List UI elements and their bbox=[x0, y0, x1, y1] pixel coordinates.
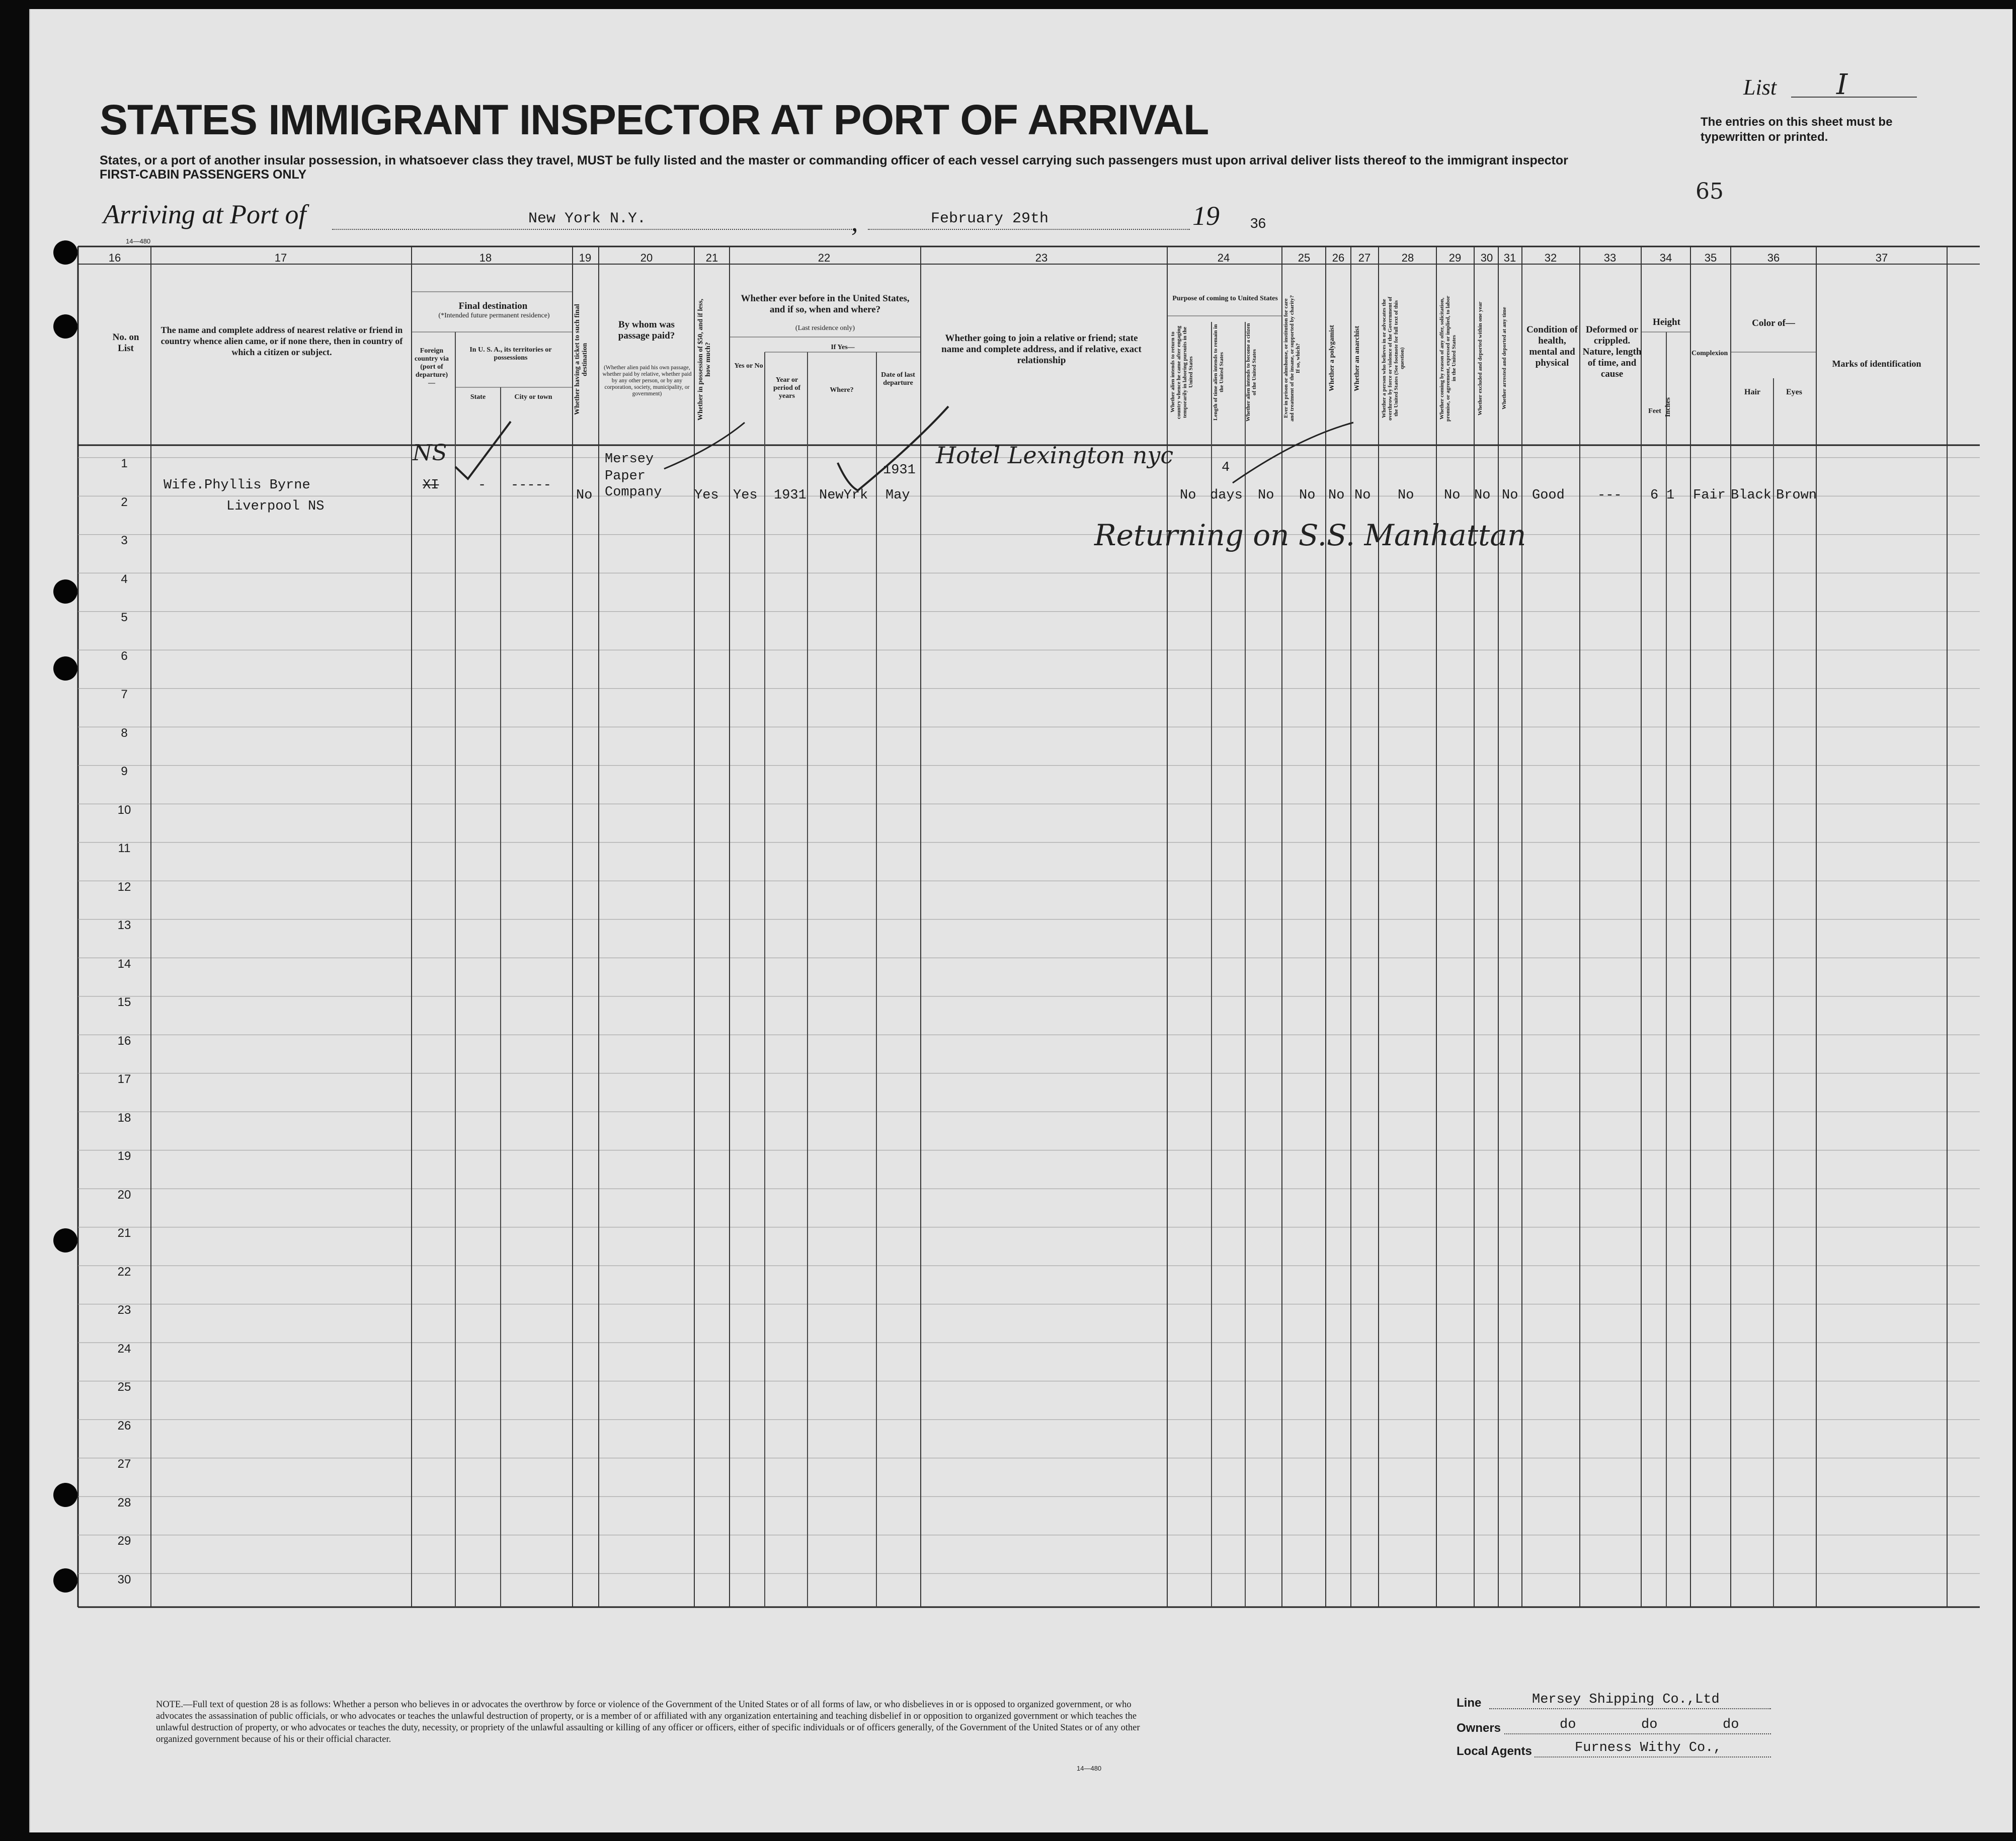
row-number: 27 bbox=[117, 1457, 131, 1471]
row-number: 12 bbox=[117, 880, 131, 894]
agents-label: Local Agents bbox=[1457, 1744, 1532, 1758]
column-number: 27 bbox=[1358, 252, 1371, 264]
row-number: 10 bbox=[117, 803, 131, 817]
entry-state: - bbox=[478, 478, 487, 493]
annotation-handwritten: Returning on S.S. Manhattan bbox=[1094, 518, 1526, 552]
row-number: 6 bbox=[121, 649, 128, 663]
entry-paid-line1: Mersey bbox=[605, 452, 654, 467]
header-yes-no: Yes or No bbox=[734, 362, 763, 370]
header-purpose-a: Whether alien intends to return to country whence he came after engaging temporarily in laboring pursuits in the United States bbox=[1170, 325, 1194, 419]
header-by-whom: By whom was passage paid? bbox=[618, 319, 675, 341]
entry-feet: 6 bbox=[1650, 488, 1659, 503]
column-number: 22 bbox=[818, 252, 831, 264]
form-code-bottom: 14—480 bbox=[1077, 1765, 1102, 1772]
header-c29: Whether coming by reason of any offer, solicitation, promise, or agreement, expressed or implied, to labor in the United States bbox=[1439, 295, 1457, 422]
header-deformed: Deformed or crippled. Nature, length of time, and cause bbox=[1582, 324, 1642, 379]
line-value: Mersey Shipping Co.,Ltd bbox=[1532, 1692, 1720, 1707]
line-underline bbox=[1489, 1708, 1771, 1709]
entry-paid-line2: Paper bbox=[605, 469, 646, 484]
column-number: 23 bbox=[1035, 252, 1048, 264]
check-mark bbox=[838, 406, 948, 490]
header-city: City or town bbox=[514, 393, 552, 401]
column-number: 18 bbox=[479, 252, 492, 264]
header-c30: Whether excluded and deported within one year bbox=[1477, 301, 1483, 415]
entry-foreign-country-typed: XI bbox=[423, 478, 439, 493]
typewritten-instruction: The entries on this sheet must be typewritten or printed. bbox=[1701, 115, 1893, 144]
comma: , bbox=[851, 207, 858, 237]
check-mark bbox=[664, 423, 745, 469]
row-number: 9 bbox=[121, 765, 128, 778]
entry-possession: Yes bbox=[694, 488, 719, 503]
entry-foreign-country-handwritten: NS bbox=[413, 440, 447, 466]
row-number: 14 bbox=[117, 957, 131, 971]
column-number: 29 bbox=[1448, 252, 1462, 264]
column-number: 37 bbox=[1875, 252, 1888, 264]
entry-health: Good bbox=[1532, 488, 1565, 503]
entry-ticket: No bbox=[576, 488, 593, 503]
check-mark bbox=[1233, 423, 1353, 483]
column-number: 21 bbox=[705, 252, 718, 264]
entry-c30: No bbox=[1474, 488, 1491, 503]
row-number: 19 bbox=[117, 1149, 131, 1163]
header-hair: Hair bbox=[1744, 388, 1760, 396]
entry-c25: No bbox=[1299, 488, 1316, 503]
list-label: List bbox=[1743, 75, 1777, 100]
entry-purpose-a: No bbox=[1180, 488, 1196, 503]
row-number: 5 bbox=[121, 611, 128, 624]
header-before: Whether ever before in the United States, and if so, when and where? bbox=[741, 293, 910, 315]
line-label: Line bbox=[1457, 1696, 1482, 1710]
entry-c28: No bbox=[1398, 488, 1414, 503]
column-number: 20 bbox=[640, 252, 653, 264]
date-value: February 29th bbox=[931, 210, 1049, 227]
column-number: 31 bbox=[1503, 252, 1516, 264]
row-number: 3 bbox=[121, 534, 128, 547]
header-final-destination-note: (*Intended future permanent residence) bbox=[438, 312, 550, 319]
header-eyes: Eyes bbox=[1786, 388, 1802, 396]
row-number: 28 bbox=[117, 1495, 131, 1510]
entry-join-handwritten: Hotel Lexington nyc bbox=[936, 442, 1174, 469]
header-state: State bbox=[470, 393, 486, 401]
header-marks: Marks of identification bbox=[1832, 359, 1921, 369]
column-number: 25 bbox=[1298, 252, 1311, 264]
header-by-whom-note: (Whether alien paid his own passage, whether paid by relative, whether paid by any other person, or by any corporation, society, municipality, or government) bbox=[602, 365, 692, 397]
header-c31: Whether arrested and deported at any time bbox=[1501, 307, 1507, 410]
entry-complexion: Fair bbox=[1693, 488, 1726, 503]
owners-label: Owners bbox=[1457, 1721, 1501, 1735]
row-number: 25 bbox=[117, 1380, 131, 1394]
agents-underline bbox=[1535, 1756, 1771, 1758]
entry-purpose-c: No bbox=[1258, 488, 1274, 503]
header-in-usa: In U. S. A., its territories or possessions bbox=[469, 346, 552, 362]
entry-hair: Black bbox=[1731, 488, 1772, 503]
entry-c29: No bbox=[1444, 488, 1461, 503]
entry-purpose-b: days bbox=[1210, 488, 1243, 503]
list-value: I bbox=[1836, 68, 1848, 101]
column-number: 24 bbox=[1217, 252, 1230, 264]
owners-value: do do do bbox=[1560, 1717, 1739, 1732]
header-relative: The name and complete address of nearest relative or friend in country whence alien came, or if none there, then in country of which a citizen or subject. bbox=[160, 325, 403, 357]
header-no-on-list: No. on List bbox=[112, 332, 139, 354]
header-possession: Whether in possession of $50, and if less, how much? bbox=[697, 298, 712, 421]
header-year-period: Year or period of years bbox=[773, 376, 801, 400]
header-before-note: (Last residence only) bbox=[795, 324, 855, 332]
row-number: 13 bbox=[117, 918, 131, 932]
header-c27: Whether an anarchist bbox=[1353, 325, 1361, 391]
header-final-destination: Final destination bbox=[458, 301, 528, 311]
entry-before-yes: Yes bbox=[733, 488, 758, 503]
row-number: 23 bbox=[117, 1303, 131, 1317]
check-mark bbox=[455, 422, 511, 479]
header-where: Where? bbox=[830, 386, 854, 394]
row-number: 16 bbox=[117, 1034, 131, 1048]
entry-city: ----- bbox=[511, 478, 552, 493]
column-number: 17 bbox=[274, 252, 287, 264]
row-number: 26 bbox=[117, 1418, 131, 1433]
footnote-question-28: NOTE.—Full text of question 28 is as follows: Whether a person who believes in or advocates the overthrow by force or violence of the Government of the United States or of all forms of law, or who disbelieves in or is opposed to organized government, or who advocates the assassination of public officials, or who advocates or teaches the unlawful destruction of property, or is a member of or affiliated with any organization entertaining and teaching disbelief in or opposition to organized government or which teaches the unlawful destruction of property, or who advocates or teaches the duty, necessity, or propriety of the unlawful assaulting or killing of any officer or officers, either of specific individuals or of officers generally, of the Government of the United States or of any other organized government because of his or their official character. bbox=[156, 1700, 1140, 1744]
row-number: 18 bbox=[117, 1111, 131, 1125]
header-purpose-b: Length of time alien intends to remain in the United States bbox=[1213, 324, 1225, 421]
entry-c31: No bbox=[1502, 488, 1518, 503]
row-number: 8 bbox=[121, 726, 128, 740]
header-purpose: Purpose of coming to United States bbox=[1172, 295, 1278, 302]
entry-paid-line3: Company bbox=[605, 485, 662, 500]
page-number: 65 bbox=[1696, 179, 1724, 204]
entry-c26: No bbox=[1328, 488, 1345, 503]
agents-value: Furness Withy Co., bbox=[1575, 1740, 1722, 1755]
form-code-top: 14—480 bbox=[126, 237, 151, 245]
header-ticket: Whether having a ticket to such final destination bbox=[574, 304, 589, 415]
column-number: 35 bbox=[1704, 252, 1717, 264]
entry-relative-line1: Wife.Phyllis Byrne bbox=[164, 478, 310, 493]
row-number: 2 bbox=[121, 495, 128, 509]
entry-inches: 1 bbox=[1666, 488, 1675, 503]
column-number: 30 bbox=[1480, 252, 1493, 264]
header-c25: Ever in prison or almshouse, or institution for care and treatment of the insane, or supported by charity? If so, which? bbox=[1283, 295, 1301, 422]
row-number: 7 bbox=[121, 688, 128, 701]
arriving-label: Arriving at Port of bbox=[103, 199, 306, 229]
row-number: 11 bbox=[118, 842, 131, 855]
owners-underline bbox=[1504, 1733, 1771, 1734]
column-number: 33 bbox=[1603, 252, 1617, 264]
header-c26: Whether a polygamist bbox=[1328, 325, 1336, 392]
row-number: 24 bbox=[117, 1342, 131, 1356]
form-subtitle: States, or a port of another insular possession, in whatsoever class they travel, MUST be fully listed and the master or commanding officer of each vessel carrying such passengers must upon arrival deliver lists thereof to the immigrant inspector bbox=[100, 153, 1568, 168]
entry-deformed: --- bbox=[1597, 488, 1622, 503]
row-number: 29 bbox=[117, 1534, 131, 1548]
entry-before-year: 1931 bbox=[774, 488, 807, 503]
column-number: 28 bbox=[1401, 252, 1414, 264]
header-feet: Feet bbox=[1648, 407, 1661, 415]
header-date-departure: Date of last departure bbox=[881, 371, 915, 387]
column-number: 36 bbox=[1767, 252, 1780, 264]
row-number: 4 bbox=[121, 572, 128, 586]
entry-purpose-b-num: 4 bbox=[1222, 460, 1230, 475]
header-inches: Inches bbox=[1664, 397, 1672, 417]
entry-eyes: Brown bbox=[1776, 488, 1817, 503]
port-value: New York N.Y. bbox=[528, 210, 647, 227]
column-number: 32 bbox=[1544, 252, 1557, 264]
header-condition: Condition of health, mental and physical bbox=[1526, 324, 1578, 368]
header-c28: Whether a person who believes in or advocates the overthrow by force or violence of the Government of the United States (See footnote for full text of this question) bbox=[1381, 296, 1405, 421]
row-number: 22 bbox=[117, 1265, 131, 1279]
header-if-yes: If Yes— bbox=[831, 344, 855, 351]
entry-departure-month: May bbox=[885, 488, 910, 503]
form-title: STATES IMMIGRANT INSPECTOR AT PORT OF ARRIVAL bbox=[100, 96, 1209, 143]
column-number: 16 bbox=[108, 252, 121, 264]
header-join-relative: Whether going to join a relative or friend; state name and complete address, and if relative, exact relationship bbox=[941, 333, 1142, 366]
header-purpose-c: Whether alien intends to become a citizen of the United States bbox=[1245, 323, 1257, 422]
entry-before-where: NewYrk bbox=[819, 488, 868, 503]
header-complexion: Complexion bbox=[1691, 350, 1728, 357]
row-number: 1 bbox=[121, 457, 128, 470]
entry-c27: No bbox=[1354, 488, 1371, 503]
row-number: 30 bbox=[117, 1572, 131, 1586]
header-foreign-country: Foreign country via (port of departure)— bbox=[414, 347, 449, 387]
entry-relative-line2: Liverpool NS bbox=[226, 499, 325, 514]
year-prefix: 19 bbox=[1192, 201, 1220, 231]
row-number: 17 bbox=[117, 1072, 131, 1086]
entry-departure-year: 1931 bbox=[883, 463, 916, 478]
row-number: 15 bbox=[117, 995, 131, 1009]
header-height: Height bbox=[1653, 317, 1680, 327]
row-number: 20 bbox=[117, 1188, 131, 1202]
row-number: 21 bbox=[117, 1226, 131, 1240]
column-number: 34 bbox=[1659, 252, 1672, 264]
column-number: 19 bbox=[579, 252, 592, 264]
form-subtitle-first-cabin: FIRST-CABIN PASSENGERS ONLY bbox=[100, 168, 307, 182]
year-suffix: 36 bbox=[1250, 215, 1266, 231]
header-color-of: Color of— bbox=[1752, 318, 1795, 328]
column-number: 26 bbox=[1332, 252, 1345, 264]
